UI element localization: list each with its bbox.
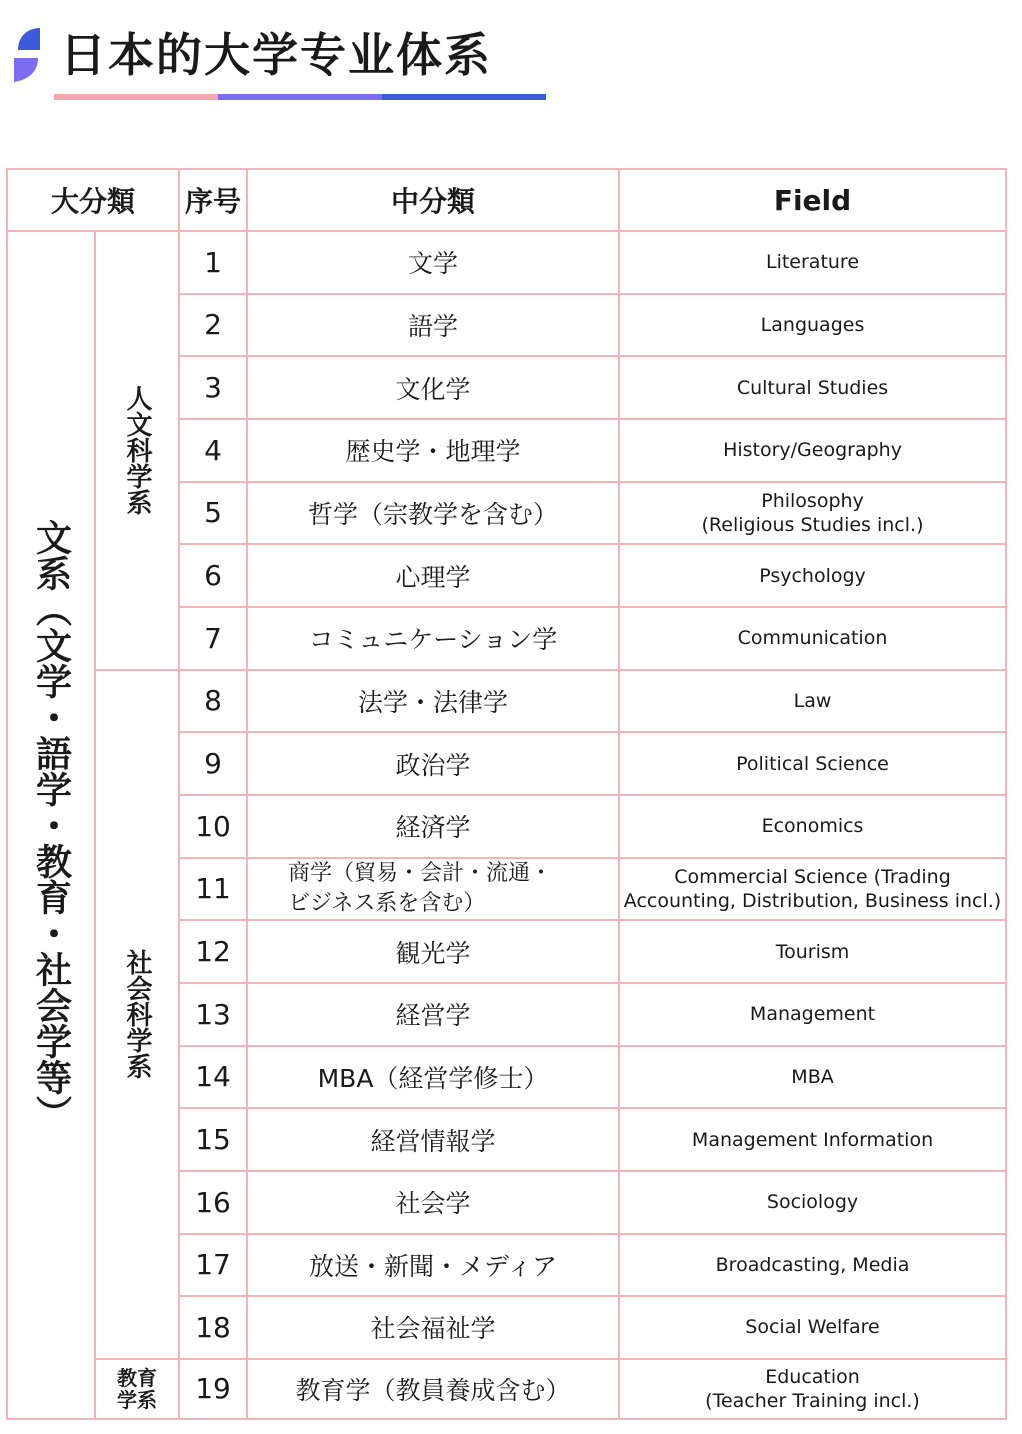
field-cell: Tourism	[619, 920, 1006, 983]
row-number: 19	[179, 1359, 247, 1419]
middle-category-cell: 放送・新聞・メディア	[247, 1234, 619, 1297]
middle-category-cell: 哲学（宗教学を含む）	[247, 482, 619, 545]
field-cell: Languages	[619, 294, 1006, 357]
group-humanities-label: 人文科学系	[122, 385, 152, 516]
row-number: 14	[179, 1046, 247, 1109]
middle-category-cell: 観光学	[247, 920, 619, 983]
row-number: 16	[179, 1171, 247, 1234]
field-cell: Economics	[619, 795, 1006, 858]
group-education-label: 教育学系	[117, 1365, 157, 1412]
majors-table	[6, 168, 1007, 1420]
row-number: 12	[179, 920, 247, 983]
header-number: 序号	[179, 169, 247, 231]
row-number: 3	[179, 356, 247, 419]
middle-category-cell: 経営学	[247, 983, 619, 1046]
middle-category-cell: 経営情報学	[247, 1108, 619, 1171]
middle-category-cell: 歴史学・地理学	[247, 419, 619, 482]
middle-category-cell: 経済学	[247, 795, 619, 858]
table-header-row	[7, 169, 1006, 231]
major-category-label: 文系（文学・語学・教育・社会学等）	[30, 519, 72, 1131]
row-number: 10	[179, 795, 247, 858]
field-cell: Commercial Science (Trading Accounting, Distribution, Business incl.)	[619, 858, 1006, 921]
row-number: 7	[179, 607, 247, 670]
page-title: 日本的大学专业体系	[60, 28, 492, 82]
field-cell: Psychology	[619, 544, 1006, 607]
row-number: 2	[179, 294, 247, 357]
middle-category-cell: 心理学	[247, 544, 619, 607]
field-cell: Political Science	[619, 732, 1006, 795]
row-number: 1	[179, 231, 247, 294]
field-cell: Management	[619, 983, 1006, 1046]
middle-category-cell: 法学・法律学	[247, 670, 619, 733]
middle-category-cell: 社会福祉学	[247, 1296, 619, 1359]
field-cell: Broadcasting, Media	[619, 1234, 1006, 1297]
row-number: 5	[179, 482, 247, 545]
row-number: 18	[179, 1296, 247, 1359]
field-cell: Law	[619, 670, 1006, 733]
row-number: 9	[179, 732, 247, 795]
middle-category-cell: 文化学	[247, 356, 619, 419]
row-number: 17	[179, 1234, 247, 1297]
title-underline	[54, 94, 546, 100]
field-cell: MBA	[619, 1046, 1006, 1109]
middle-category-cell: 文学	[247, 231, 619, 294]
field-cell: Social Welfare	[619, 1296, 1006, 1359]
field-cell: Education (Teacher Training incl.)	[619, 1359, 1006, 1419]
brand-leaf-icon	[12, 24, 42, 84]
field-cell: Sociology	[619, 1171, 1006, 1234]
table-row	[7, 231, 1006, 294]
middle-category-cell: 社会学	[247, 1171, 619, 1234]
field-cell: Communication	[619, 607, 1006, 670]
page-header	[10, 18, 570, 108]
row-number: 13	[179, 983, 247, 1046]
header-major-category: 大分類	[7, 169, 179, 231]
middle-category-cell: コミュニケーション学	[247, 607, 619, 670]
field-cell: Literature	[619, 231, 1006, 294]
table-row	[7, 1359, 1006, 1419]
header-field: Field	[619, 169, 1006, 231]
field-cell: Philosophy (Religious Studies incl.)	[619, 482, 1006, 545]
middle-category-cell: MBA（経営学修士）	[247, 1046, 619, 1109]
field-cell: Management Information	[619, 1108, 1006, 1171]
middle-category-cell: 教育学（教員養成含む）	[247, 1359, 619, 1419]
row-number: 11	[179, 858, 247, 921]
group-cell	[95, 1359, 179, 1419]
group-cell	[95, 231, 179, 670]
field-cell: History/Geography	[619, 419, 1006, 482]
major-category-cell	[7, 231, 95, 1419]
row-number: 6	[179, 544, 247, 607]
header-middle-category: 中分類	[247, 169, 619, 231]
group-cell	[95, 670, 179, 1359]
middle-category-cell: 商学（貿易・会計・流通・ ビジネス系を含む）	[247, 858, 619, 921]
group-social-label: 社会科学系	[122, 949, 152, 1080]
row-number: 4	[179, 419, 247, 482]
middle-category-cell: 語学	[247, 294, 619, 357]
table-row	[7, 670, 1006, 733]
row-number: 8	[179, 670, 247, 733]
field-cell: Cultural Studies	[619, 356, 1006, 419]
middle-category-cell: 政治学	[247, 732, 619, 795]
row-number: 15	[179, 1108, 247, 1171]
